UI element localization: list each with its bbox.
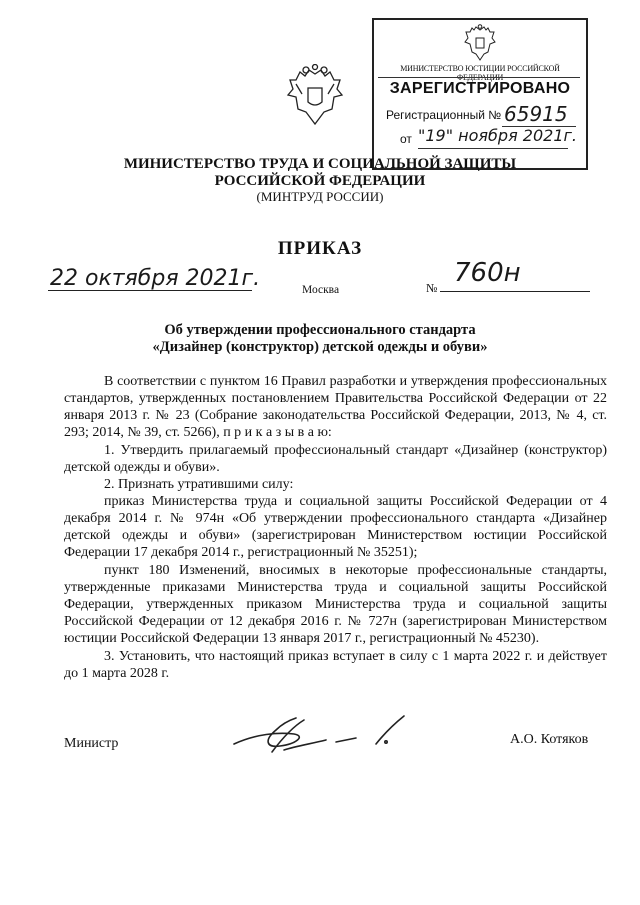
- number-label: №: [426, 281, 438, 295]
- ministry-name-line2: РОССИЙСКОЙ ФЕДЕРАЦИИ: [214, 173, 426, 189]
- signature-name: А.О. Котяков: [510, 732, 589, 747]
- item-2-b: пункт 180 Изменений, вносимых в некоторые профессиональные стандарты, утвержденные приказами Министерства труда и социальной защиты Российской Федерации, утвержденных приказом Министерства труда и социальной защиты Российской Федерации от 12 декабря 2016 г. № 727н (зарегистрирован Министерством юстиции Российской Федерации 13 января 2017 г., регистрационный № 45230).: [64, 563, 607, 646]
- date-underline: [48, 290, 252, 291]
- signature-position: Министр: [64, 736, 119, 751]
- item-1: 1. Утвердить прилагаемый профессиональный стандарт «Дизайнер (конструктор) детской одежды и обуви».: [64, 443, 607, 475]
- number-underline: [440, 291, 590, 292]
- signature-scribble: [226, 712, 416, 760]
- item-2-a: приказ Министерства труда и социальной защиты Российской Федерации от 4 декабря 2014 г. № 974н «Об утверждении профессионального стандарта «Дизайнер детской одежды и обуви» (зарегистрирован Министерством юстиции Российской Федерации 17 декабря 2014 г., регистрационный № 35251);: [64, 494, 607, 560]
- item-3: 3. Установить, что настоящий приказ вступает в силу с 1 марта 2022 г. и действует до 1 марта 2028 г.: [64, 649, 607, 681]
- order-title-line1: Об утверждении профессионального стандарта: [164, 322, 476, 338]
- order-title-line2: «Дизайнер (конструктор) детской одежды и обуви»: [152, 339, 488, 355]
- ministry-short-name: (МИНТРУД РОССИИ): [256, 189, 384, 204]
- coat-of-arms-small-icon: [462, 24, 498, 62]
- stamp-underline-2: [418, 148, 568, 149]
- doc-type-title: ПРИКАЗ: [277, 238, 363, 259]
- city: Москва: [302, 284, 340, 296]
- stamp-reg-label: Регистрационный №: [386, 108, 502, 122]
- stamp-date-prefix: от: [400, 132, 412, 146]
- intro-paragraph: В соответствии с пунктом 16 Правил разработки и утверждения профессиональных стандартов, утвержденных постановлением Правительства Российской Федерации от 22 января 2013 г. № 23 (Собрание законодательства Российской Федерации, 2013, № 4, ст. 293; 2014, № 39, ст. 5266), п р и к а з ы в а ю:: [64, 374, 607, 440]
- stamp-reg-number: 65915: [504, 102, 568, 126]
- registration-stamp: [372, 18, 588, 170]
- coat-of-arms-icon: [286, 64, 344, 126]
- item-2: 2. Признать утратившими силу:: [104, 477, 294, 492]
- order-number: 760н: [454, 258, 521, 288]
- order-date: 22 октября 2021г.: [50, 266, 261, 291]
- stamp-registered: ЗАРЕГИСТРИРОВАНО: [389, 80, 571, 97]
- stamp-divider: [378, 77, 580, 78]
- ministry-name-line1: МИНИСТЕРСТВО ТРУДА И СОЦИАЛЬНОЙ ЗАЩИТЫ: [123, 156, 517, 172]
- stamp-date: "19" ноября 2021г.: [418, 126, 577, 145]
- stamp-ministry: МИНИСТЕРСТВО ЮСТИЦИИ РОССИЙСКОЙ ФЕДЕРАЦИИ: [400, 64, 560, 82]
